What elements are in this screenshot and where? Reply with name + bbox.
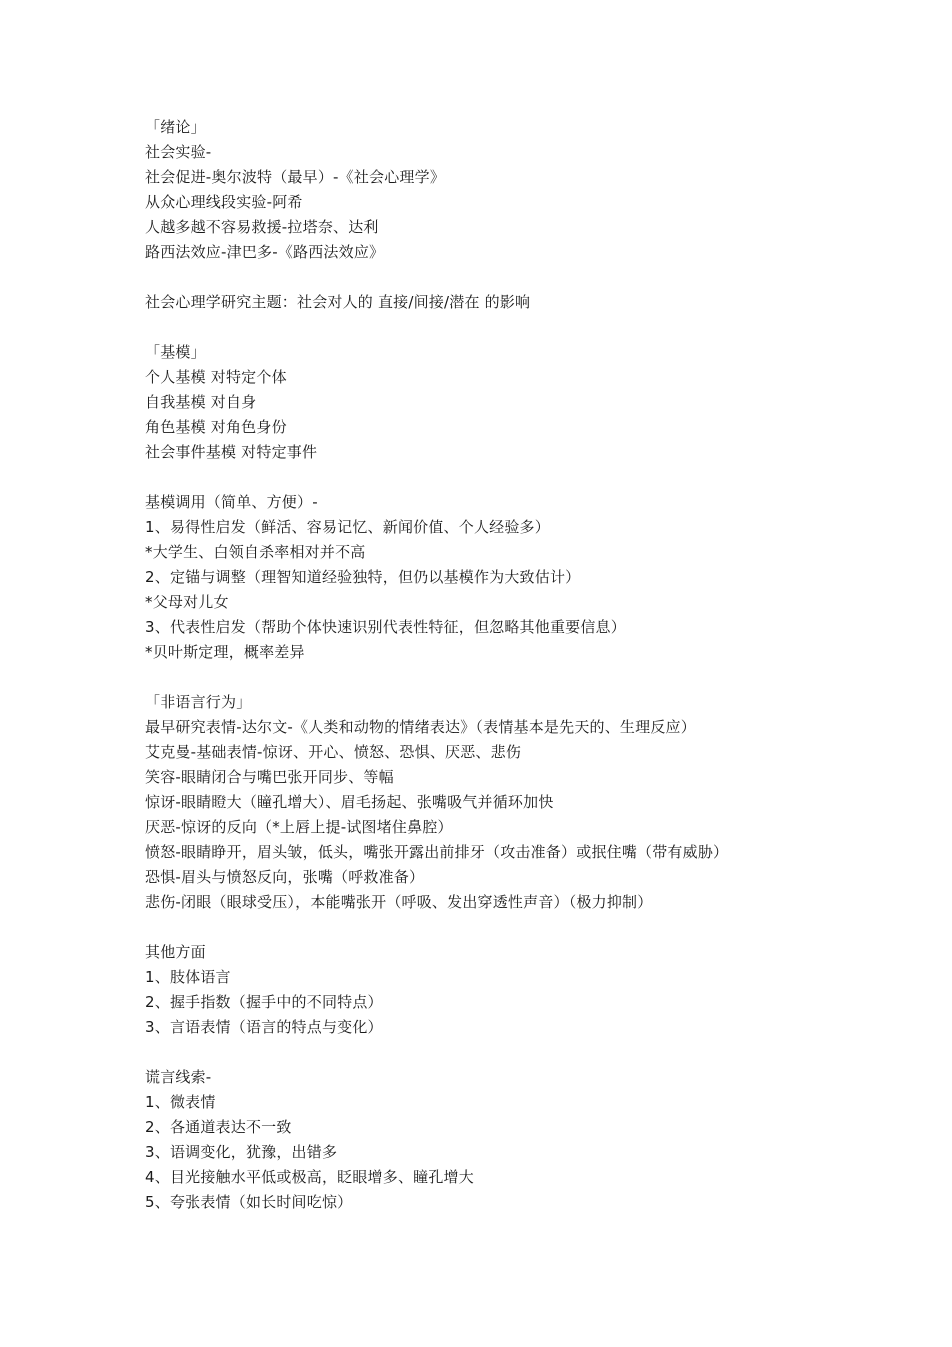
paragraph-gap xyxy=(145,265,925,290)
section-topic xyxy=(145,290,925,315)
list-item: 3、代表性启发（帮助个体快速识别代表性特征，但忽略其他重要信息） xyxy=(145,618,626,636)
list-item: 2、定锚与调整（理智知道经验独特，但仍以基模作为大致估计） xyxy=(145,568,581,586)
section-lies xyxy=(145,1065,925,1215)
section-nonverbal xyxy=(145,690,925,915)
paragraph-gap xyxy=(145,915,925,940)
document-body xyxy=(145,115,925,1215)
section-other xyxy=(145,940,925,1040)
text-line: 愤怒-眼睛睁开，眉头皱，低头，嘴张开露出前排牙（攻击准备）或抿住嘴（带有威胁） xyxy=(145,843,729,861)
text-line: 悲伤-闭眼（眼球受压），本能嘴张开（呼吸、发出穿透性声音）（极力抑制） xyxy=(145,893,653,911)
list-item: 1、肢体语言 xyxy=(145,968,231,986)
section-heading: 「非语言行为」 xyxy=(145,693,252,711)
paragraph-gap xyxy=(145,1040,925,1065)
list-item: 5、夸张表情（如长时间吃惊） xyxy=(145,1193,353,1211)
text-line: 艾克曼-基础表情-惊讶、开心、愤怒、恐惧、厌恶、悲伤 xyxy=(145,743,522,761)
section-heading: 「绪论」 xyxy=(145,118,206,136)
text-line: 恐惧-眉头与愤怒反向，张嘴（呼救准备） xyxy=(145,868,425,886)
paragraph-gap xyxy=(145,465,925,490)
text-line: 自我基模 对自身 xyxy=(145,393,257,411)
list-item: 2、各通道表达不一致 xyxy=(145,1118,292,1136)
note-line: *父母对儿女 xyxy=(145,593,229,611)
note-line: *大学生、白领自杀率相对并不高 xyxy=(145,543,366,561)
text-line: 角色基模 对角色身份 xyxy=(145,418,287,436)
text-line: 社会心理学研究主题：社会对人的 直接/间接/潜在 的影响 xyxy=(145,293,531,311)
text-line: 惊讶-眼睛瞪大（瞳孔增大）、眉毛扬起、张嘴吸气并循环加快 xyxy=(145,793,554,811)
list-item: 3、言语表情（语言的特点与变化） xyxy=(145,1018,383,1036)
text-line: 人越多越不容易救援-拉塔奈、达利 xyxy=(145,218,379,236)
text-line: 最早研究表情-达尔文-《人类和动物的情绪表达》（表情基本是先天的、生理反应） xyxy=(145,718,696,736)
section-heading: 谎言线索- xyxy=(145,1068,212,1086)
section-heading: 「基模」 xyxy=(145,343,206,361)
paragraph-gap xyxy=(145,665,925,690)
list-item: 1、易得性启发（鲜活、容易记忆、新闻价值、个人经验多） xyxy=(145,518,550,536)
paragraph-gap xyxy=(145,315,925,340)
text-line: 厌恶-惊讶的反向（*上唇上提-试图堵住鼻腔） xyxy=(145,818,453,836)
text-line: 社会实验- xyxy=(145,143,212,161)
section-heading: 其他方面 xyxy=(145,943,206,961)
list-item: 4、目光接触水平低或极高，眨眼增多、瞳孔增大 xyxy=(145,1168,474,1186)
list-item: 3、语调变化，犹豫，出错多 xyxy=(145,1143,338,1161)
text-line: 从众心理线段实验-阿希 xyxy=(145,193,303,211)
text-line: 社会促进-奥尔波特（最早）-《社会心理学》 xyxy=(145,168,446,186)
text-line: 个人基模 对特定个体 xyxy=(145,368,287,386)
note-line: *贝叶斯定理，概率差异 xyxy=(145,643,305,661)
section-intro xyxy=(145,115,925,265)
list-item: 1、微表情 xyxy=(145,1093,216,1111)
text-line: 笑容-眼睛闭合与嘴巴张开同步、等幅 xyxy=(145,768,394,786)
section-heading: 基模调用（简单、方便）- xyxy=(145,493,318,511)
text-line: 路西法效应-津巴多-《路西法效应》 xyxy=(145,243,385,261)
list-item: 2、握手指数（握手中的不同特点） xyxy=(145,993,383,1011)
text-line: 社会事件基模 对特定事件 xyxy=(145,443,318,461)
section-schema xyxy=(145,340,925,465)
section-schema-use xyxy=(145,490,925,665)
